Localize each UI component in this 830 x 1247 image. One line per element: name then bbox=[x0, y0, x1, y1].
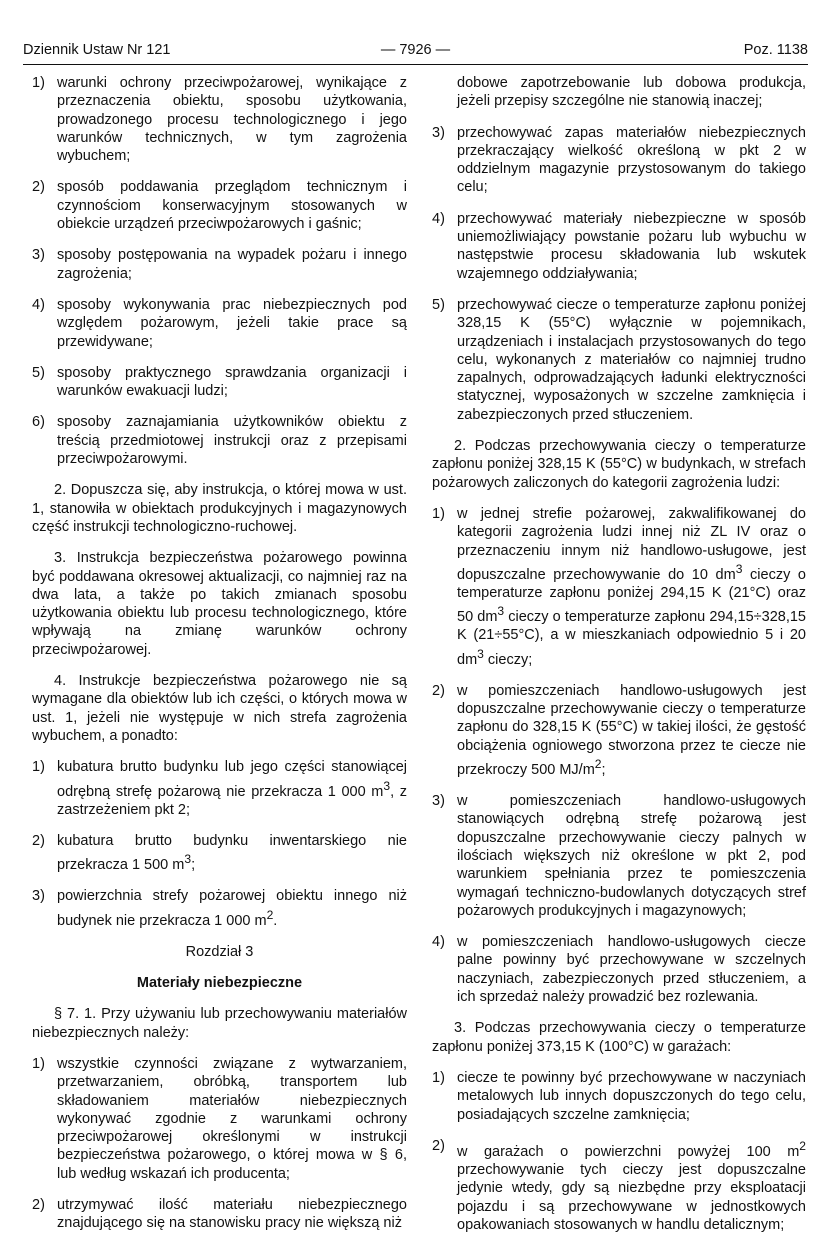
header-rule bbox=[23, 64, 808, 65]
paragraph: § 7. 1. Przy używaniu lub przechowywaniu materiałów niebezpiecznych należy: bbox=[32, 1006, 407, 1041]
list-item: 2) kubatura brutto budynku inwentarskiego nie przekracza 1 500 $m^3$; bbox=[32, 832, 407, 874]
list-item: 3) powierzchnia strefy pożarowej obiektu innego niż budynek nie przekracza 1 000 $m^2$. bbox=[32, 888, 407, 929]
paragraph: 3. Podczas przechowywania cieczy o temperaturze zapłonu poniżej 373,15 K (100°C) w garażach: bbox=[432, 1020, 806, 1055]
list-item: 3) przechowywać zapas materiałów niebezpiecznych przekraczający wielkość określoną w pkt 2 w oddzielnym magazynie przystosowanym do takiego celu; bbox=[432, 124, 806, 196]
paragraph: 4. Instrukcje bezpieczeństwa pożarowego nie są wymagane dla obiektów lub ich części, o których mowa w ust. 1, jeżeli nie występuje w nich strefa zagrożenia wybuchem, a ponadto: bbox=[32, 673, 407, 744]
paragraph: 2. Dopuszcza się, aby instrukcja, o której mowa w ust. 1, stanowiła w obiektach produkcyjnych i magazynowych część instrukcji technologiczno-ruchowej. bbox=[32, 482, 407, 535]
list-item: 6) sposoby zaznajamiania użytkowników obiektu z treścią przedmiotowej instrukcji oraz z przepisami przeciwpożarowymi. bbox=[32, 414, 407, 468]
list-item: 4) sposoby wykonywania prac niebezpiecznych pod względem pożarowym, jeżeli takie prace są przewidywane; bbox=[32, 296, 407, 350]
position-number: Poz. 1138 bbox=[743, 42, 808, 58]
journal-title: Dziennik Ustaw Nr 121 bbox=[23, 42, 171, 58]
continued-text: dobowe zapotrzebowanie lub dobowa produkcja, jeżeli przepisy szczególne nie stanowią inaczej; bbox=[457, 75, 806, 110]
list-item: 4) przechowywać materiały niebezpieczne w sposób uniemożliwiający powstanie pożaru lub wybuchu w następstwie procesu składowania lub wskutek wzajemnego oddziaływania; bbox=[432, 210, 806, 282]
list-item: 5) przechowywać ciecze o temperaturze zapłonu poniżej 328,15 K (55°C) wyłącznie w pojemnikach, urządzeniach i instalacjach przystosowanych do tego celu, wykonanych z materiałów co najmniej trudno zapalnych, odprowadzających ładunki elektryczności statycznej, wyposażonych w szczelne zamknięcia i zabezpieczonych przed stłuczeniem. bbox=[432, 296, 806, 423]
paragraph: 3. Instrukcja bezpieczeństwa pożarowego powinna być poddawana okresowej aktualizacji, co najmniej raz na dwa lata, a także po takich zmianach sposobu użytkowania obiektu lub procesu technologicznego, które wpływają na zmianę warunków ochrony przeciwpożarowej. bbox=[32, 550, 407, 658]
list-item: 2) w garażach o powierzchni powyżej 100 $m^2$ przechowywanie tych cieczy jest dopuszczalne jedynie wtedy, gdy są niezbędne przy eksploatacji pojazdu i są przechowywane w jednostkowych opakowaniach stosowanych w handlu detalicznym; bbox=[432, 1137, 806, 1233]
list-item: 5) sposoby praktycznego sprawdzania organizacji i warunków ewakuacji ludzi; bbox=[32, 364, 407, 400]
list-item: 2) sposób poddawania przeglądom technicznym i czynnościom konserwacyjnym stosowanych w obiekcie urządzeń przeciwpożarowych i gaśnic; bbox=[32, 179, 407, 233]
list-item: 3) sposoby postępowania na wypadek pożaru i innego zagrożenia; bbox=[32, 247, 407, 282]
chapter-number: Rozdział 3 bbox=[185, 943, 254, 960]
left-column bbox=[32, 74, 407, 1246]
list-item: 1) warunki ochrony przeciwpożarowej, wynikające z przeznaczenia obiektu, sposobu użytkowania, prowadzonego procesu technologicznego i jego warunków technicznych, w tym zagrożenia wybuchem; bbox=[32, 75, 407, 165]
list-item: 3) w pomieszczeniach handlowo-usługowych stanowiących odrębną strefę pożarową jest dopuszczalne przechowywanie cieczy palnych w ilościach większych niż określone w pkt 2, pod warunkiem spełniania przez te pomieszczenia wymagań techniczno-budowlanych dotyczących stref pożarowych produkcyjnych i magazynowych; bbox=[432, 793, 806, 919]
page-header bbox=[23, 40, 808, 60]
list-item: 1) kubatura brutto budynku lub jego części stanowiącej odrębną strefę pożarową nie przekracza 1 000 $m^3$, z zastrzeżeniem pkt 2; bbox=[32, 759, 407, 818]
chapter-title: Materiały niebezpieczne bbox=[136, 975, 303, 992]
paragraph: 2. Podczas przechowywania cieczy o temperaturze zapłonu poniżej 328,15 K (55°C) w budynkach, w strefach pożarowych zaliczonych do kategorii zagrożenia ludzi: bbox=[432, 438, 806, 491]
list-item: 1) ciecze te powinny być przechowywane w naczyniach metalowych lub innych dopuszczonych do tego celu, posiadających szczelne zamknięcia; bbox=[432, 1069, 806, 1123]
list-item: 2) w pomieszczeniach handlowo-usługowych jest dopuszczalne przechowywanie cieczy o temperaturze zapłonu do 328,15 K (55°C) w takiej ilości, że gęstość obciążenia ogniowego stworzona przez te ciecze nie przekroczy 500 $MJ/m^2$; bbox=[432, 682, 806, 778]
list-item: 1) w jednej strefie pożarowej, zakwalifikowanej do kategorii zagrożenia ludzi innej niż ZL IV oraz o przeznaczeniu innym niż handlowo-usługowe, jest dopuszczalne przechowywanie do 10 $dm^3$ cieczy o temperaturze zapłonu poniżej 294,15 K (21°C) oraz 50 $dm^3$ cieczy o temperaturze zapłonu 294,15÷328,15 K (21÷55°C), a w mieszkaniach odpowiednio 5 i 20 $dm^3$ cieczy; bbox=[432, 505, 806, 668]
list-item: 4) w pomieszczeniach handlowo-usługowych ciecze palne powinny być przechowywane w szczelnych naczyniach, zabezpieczonych przed stłuczeniem, a ich sprzedaż należy prowadzić bez rozlewania. bbox=[432, 934, 806, 1006]
list-item: 2) utrzymywać ilość materiału niebezpiecznego znajdującego się na stanowisku pracy nie większą niż bbox=[32, 1197, 407, 1232]
page-number: — 7926 — bbox=[380, 42, 451, 58]
list-item: 1) wszystkie czynności związane z wytwarzaniem, przetwarzaniem, obróbką, transportem lub składowaniem materiałów niebezpiecznych wykonywać zgodnie z warunkami ochrony przeciwpożarowej określonymi w instrukcji bezpieczeństwa pożarowego, o której mowa w § 6, lub według wskazań ich producenta; bbox=[32, 1055, 407, 1182]
right-column bbox=[432, 74, 806, 1247]
